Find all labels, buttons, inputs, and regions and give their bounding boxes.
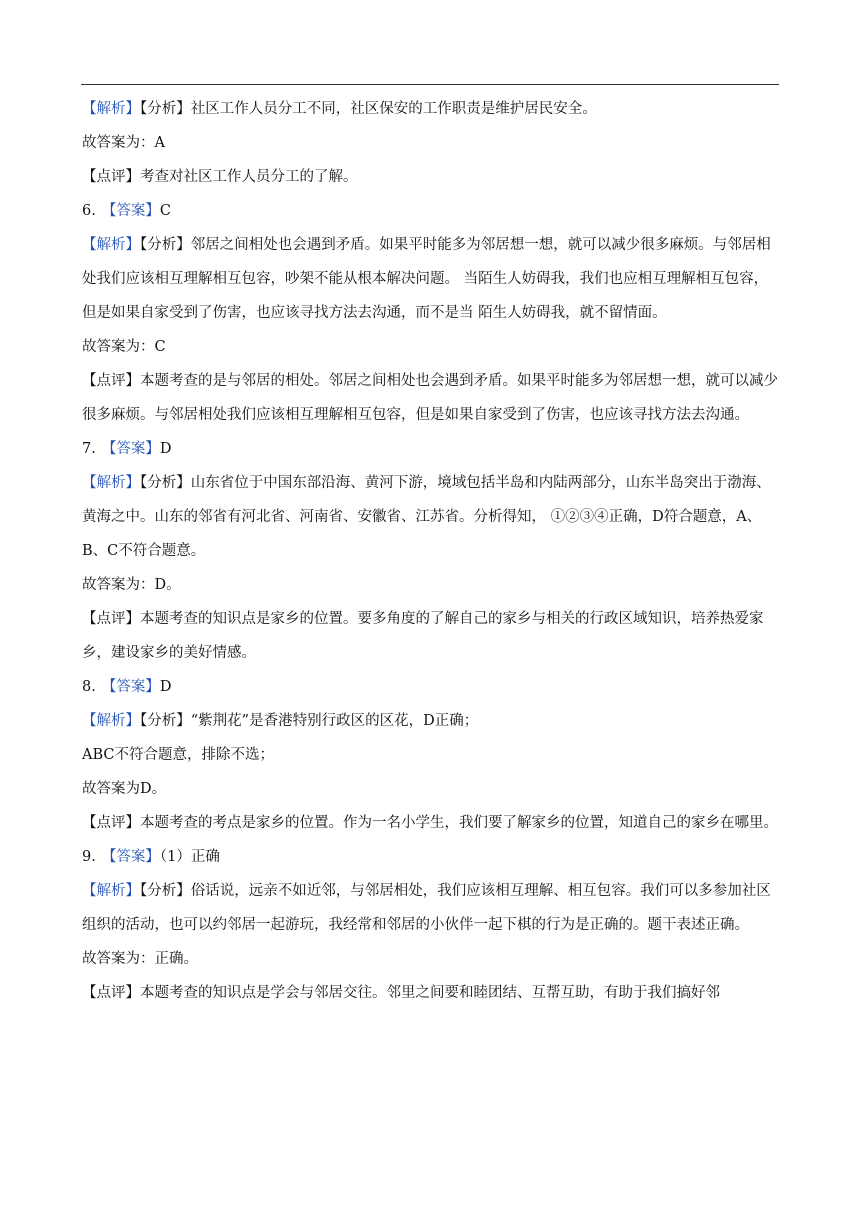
answer-line — [82, 670, 782, 704]
text-paragraph — [82, 160, 782, 194]
text-paragraph — [82, 806, 782, 840]
text-paragraph — [82, 942, 782, 976]
analysis-paragraph — [82, 92, 782, 126]
text-paragraph — [82, 772, 782, 806]
paragraph-text: 【点评】本题考查的知识点是学会与邻居交往。邻里之间要和睦团结、互帮互助，有助于我们搞好邻 — [82, 985, 720, 1001]
paragraph-text: 【分析】“紫荆花”是香港特别行政区的区花，D正确； — [140, 713, 479, 729]
paragraph-text: 【分析】社区工作人员分工不同，社区保安的工作职责是维护居民安全。 — [140, 101, 597, 117]
answer-tag: 【答案】 — [101, 203, 160, 219]
text-paragraph — [82, 126, 782, 160]
question-number: 7. — [82, 441, 96, 457]
answer-line — [82, 194, 782, 228]
answer-line — [82, 432, 782, 466]
question-number: 8. — [82, 679, 96, 695]
paragraph-text: 【点评】本题考查的知识点是家乡的位置。要多角度的了解自己的家乡与相关的行政区域知识，培养热爱家乡，建设家乡的美好情感。 — [82, 611, 764, 661]
answer-tag: 【答案】 — [101, 849, 160, 865]
paragraph-text: 【分析】邻居之间相处也会遇到矛盾。如果平时能多为邻居想一想，就可以减少很多麻烦。与邻居相处我们应该相互理解相互包容，吵架不能从根本解决问题。 当陌生人妨碍我，我们也应相互理解相互包容，但是如果自家受到了伤害，也应该寻找方法去沟通，而不是当 陌生人妨碍我，就不留情面。 — [82, 237, 771, 321]
text-paragraph — [82, 568, 782, 602]
paragraph-text: D — [159, 441, 172, 457]
text-paragraph — [82, 976, 782, 1010]
question-number: 9. — [82, 849, 96, 865]
paragraph-text: 【点评】本题考查的考点是家乡的位置。作为一名小学生，我们要了解家乡的位置，知道自己的家乡在哪里。 — [82, 815, 778, 831]
answer-tag: 【答案】 — [101, 441, 160, 457]
text-paragraph — [82, 602, 782, 670]
paragraph-text: C — [159, 203, 171, 219]
paragraph-text: 【点评】本题考查的是与邻居的相处。邻居之间相处也会遇到矛盾。如果平时能多为邻居想一想，就可以减少很多麻烦。与邻居相处我们应该相互理解相互包容，但是如果自家受到了伤害，也应该寻找方法去沟通。 — [82, 373, 778, 423]
text-paragraph — [82, 738, 782, 772]
analysis-tag: 【解析】 — [82, 883, 140, 899]
answer-tag: 【答案】 — [101, 679, 160, 695]
paragraph-text: （1）正确 — [159, 849, 220, 865]
paragraph-text: 【分析】俗话说，远亲不如近邻，与邻居相处，我们应该相互理解、相互包容。我们可以多参加社区组织的活动，也可以约邻居一起游玩，我经常和邻居的小伙伴一起下棋的行为是正确的。题干表述正确。 — [82, 883, 771, 933]
analysis-tag: 【解析】 — [82, 713, 140, 729]
paragraph-text: ABC不符合题意，排除不选； — [82, 747, 274, 763]
analysis-paragraph — [82, 704, 782, 738]
analysis-paragraph — [82, 874, 782, 942]
paragraph-text: 故答案为D。 — [82, 781, 167, 797]
paragraph-text: 【点评】考查对社区工作人员分工的了解。 — [82, 169, 358, 185]
header-rule — [81, 84, 779, 85]
analysis-paragraph — [82, 466, 782, 568]
paragraph-text: 故答案为：A — [82, 135, 165, 151]
paragraph-text: 故答案为：正确。 — [82, 951, 198, 967]
paragraph-text: 故答案为：D。 — [82, 577, 181, 593]
paragraph-text: 故答案为：C — [82, 339, 166, 355]
paragraph-text: 【分析】山东省位于中国东部沿海、黄河下游，境域包括半岛和内陆两部分，山东半岛突出于渤海、黄海之中。山东的邻省有河北省、河南省、安徽省、江苏省。分析得知， ①②③④正确，D符合题意，A、B、C不符合题意。 — [82, 475, 771, 559]
text-paragraph — [82, 330, 782, 364]
analysis-tag: 【解析】 — [82, 237, 140, 253]
document-body — [82, 92, 782, 1010]
paragraph-text: D — [159, 679, 172, 695]
text-paragraph — [82, 364, 782, 432]
analysis-tag: 【解析】 — [82, 101, 140, 117]
analysis-paragraph — [82, 228, 782, 330]
answer-line — [82, 840, 782, 874]
question-number: 6. — [82, 203, 96, 219]
analysis-tag: 【解析】 — [82, 475, 140, 491]
